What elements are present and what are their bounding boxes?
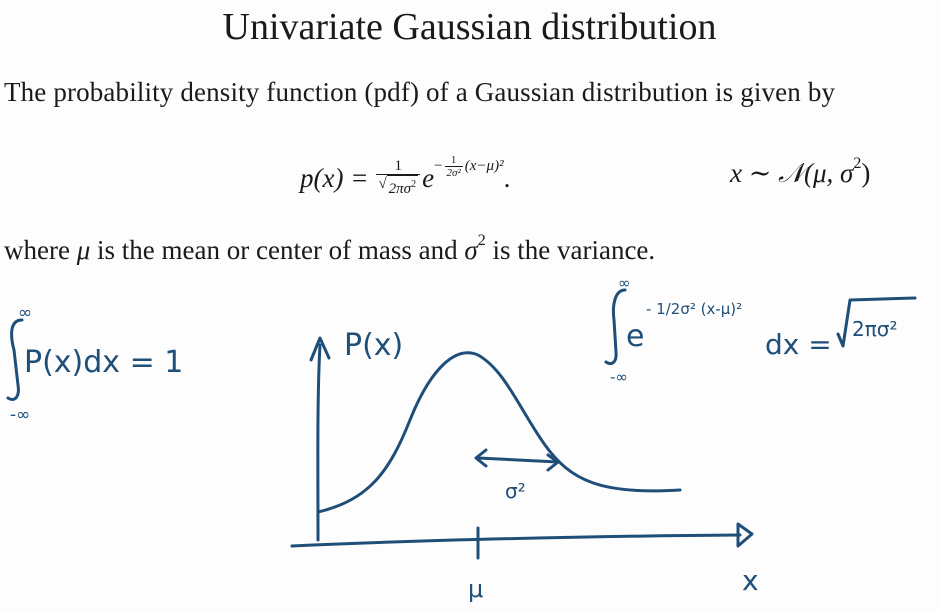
where-text-a: where xyxy=(4,235,77,265)
gaussian-sketch xyxy=(292,328,759,603)
sqrt: √ $2\pi\sigma^2$ xyxy=(378,176,417,197)
dist-exponent: 2 xyxy=(853,155,862,172)
exp-tail: (x−μ)² xyxy=(464,157,504,174)
integral-sign xyxy=(606,290,625,364)
gauss-base: e xyxy=(626,319,645,354)
radicand: 2πσ xyxy=(388,181,412,197)
gauss-rhs: 2πσ² xyxy=(852,317,898,341)
sigma-exponent: 2 xyxy=(477,232,486,249)
gauss-dx: dx = xyxy=(765,328,832,361)
integral-lower-limit: -∞ xyxy=(10,405,31,425)
radicand-exponent: 2 xyxy=(411,179,417,190)
dist-close: ) xyxy=(861,158,871,188)
sigma-symbol: σ xyxy=(464,235,478,265)
integral-sign xyxy=(8,320,22,399)
dist-text: x ∼ 𝒩(μ, σ xyxy=(730,158,854,188)
integral-body: P(x)dx = 1 xyxy=(24,345,184,380)
variance-arrow xyxy=(478,458,558,462)
mu-symbol: μ xyxy=(76,235,91,265)
intro-paragraph: The probability density function (pdf) of a Gaussian distribution is given by xyxy=(4,77,836,107)
gaussian-integral xyxy=(606,274,915,386)
exp-den-text: 2σ² xyxy=(446,166,461,179)
gauss-lower-limit: -∞ xyxy=(610,368,628,386)
pdf-period: . xyxy=(503,162,511,193)
variance-label: σ² xyxy=(505,479,526,503)
integral-upper-limit: ∞ xyxy=(18,303,33,323)
pdf-base: e xyxy=(422,162,435,193)
gauss-upper-limit: ∞ xyxy=(618,274,631,292)
where-text-c: is the variance. xyxy=(485,235,656,265)
exp-numerator: 1 xyxy=(450,153,457,166)
pdf-numerator: 1 xyxy=(394,158,403,174)
slide-title: Univariate Gaussian distribution xyxy=(222,6,717,48)
pdf-lhs: p(x) = xyxy=(300,162,369,193)
px-axis-label: P(x) xyxy=(344,328,404,363)
gauss-exponent: - 1/2σ² (x-μ)² xyxy=(646,300,743,318)
normalization-integral xyxy=(8,303,183,425)
x-axis xyxy=(292,535,740,546)
exp-sign: − xyxy=(434,157,443,174)
mean-label: μ xyxy=(468,575,484,603)
x-axis-label: x xyxy=(742,564,759,597)
where-text-b: is the mean or center of mass and xyxy=(90,235,465,265)
